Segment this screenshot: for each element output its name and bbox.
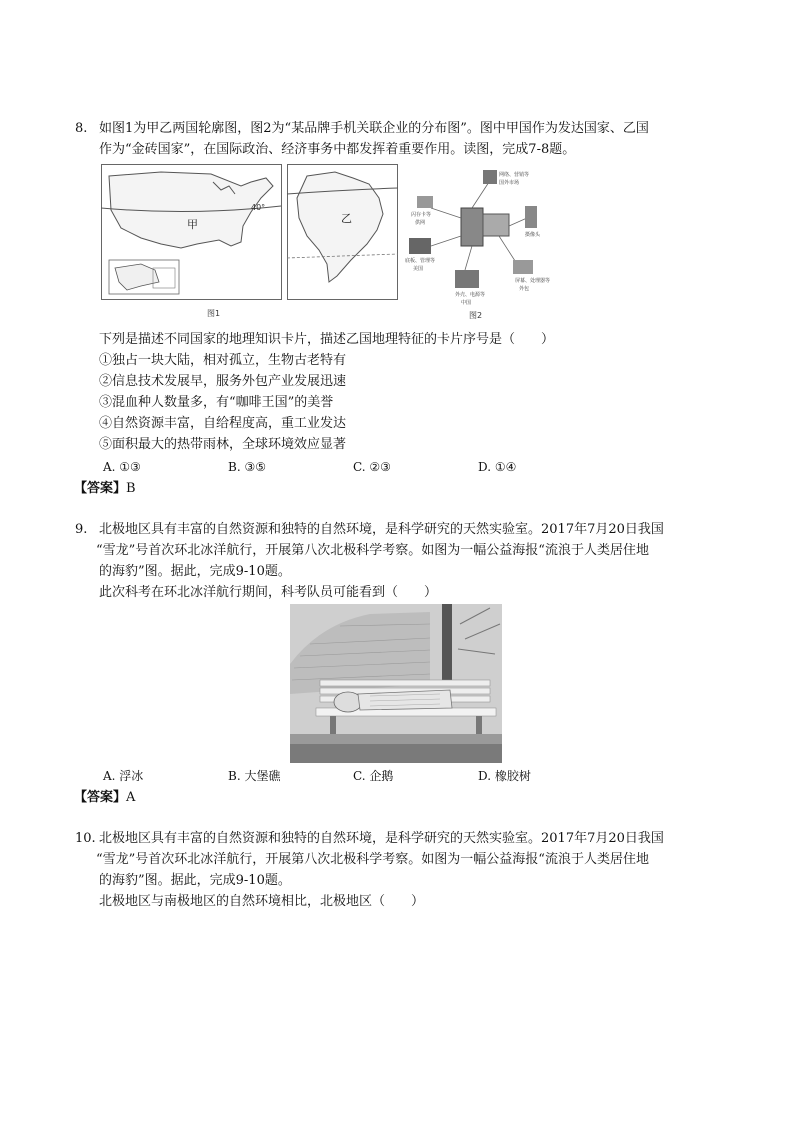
label-yi: 乙	[341, 212, 352, 225]
q9-stem-line-2: “雪龙”号首次环北冰洋航行，开展第八次北极科学考察。如图为一幅公益海报“流浪于人类居住地	[96, 543, 649, 558]
q10-stem-line-3: 的海豹”图。据此，完成9-10题。	[99, 873, 291, 888]
fig2-label-2: 闪存卡等	[411, 212, 432, 218]
q9-option-a: A. 浮冰	[103, 769, 144, 783]
figure-2-diagram	[403, 166, 553, 326]
q8-option-b: B. ③⑤	[228, 460, 266, 474]
fig2-label-1: 国外市场	[499, 180, 520, 186]
q8-stem-line-1: 如图1为甲乙两国轮廓图，图2为“某品牌手机关联企业的分布图”。图中甲国作为发达国家、乙国	[99, 121, 649, 136]
q9-number: 9.	[75, 522, 88, 537]
q8-option-d: D. ①④	[478, 460, 517, 474]
seal-poster-image	[290, 604, 502, 767]
q9-answer-value: A	[126, 790, 136, 805]
q8-item-5: ⑤面积最大的热带雨林，全球环境效应显著	[99, 437, 347, 452]
q8-stem-line-2: 作为“金砖国家”，在国际政治、经济事务中都发挥着重要作用。读图，完成7-8题。	[99, 142, 576, 157]
q10-stem-line-2: “雪龙”号首次环北冰洋航行，开展第八次北极科学考察。如图为一幅公益海报“流浪于人类居住地	[96, 852, 649, 867]
q10-number: 10.	[75, 831, 96, 846]
fig2-label-10: 中国	[461, 300, 472, 306]
q9-stem-line-3: 的海豹”图。据此，完成9-10题。	[99, 564, 291, 579]
q9-option-c: C. 企鹅	[353, 769, 394, 783]
q8-item-1: ①独占一块大陆，相对孤立，生物古老特有	[99, 353, 347, 368]
figure-2-caption: 图2	[469, 311, 483, 320]
q9-answer	[74, 790, 135, 806]
label-jia: 甲	[187, 218, 198, 231]
fig2-label-9: 外壳、电源等	[455, 292, 486, 298]
q8-number: 8.	[75, 121, 88, 136]
q8-answer-label: 【答案】	[74, 481, 127, 496]
q8-option-c: C. ②③	[353, 460, 391, 474]
q8-answer-value: B	[126, 481, 136, 496]
q9-stem-line-1: 北极地区具有丰富的自然资源和独特的自然环境，是科学研究的天然实验室。2017年7月20日我国	[99, 522, 664, 537]
q8-answer	[74, 481, 136, 497]
q10-stem-line-1: 北极地区具有丰富的自然资源和独特的自然环境，是科学研究的天然实验室。2017年7月20日我国	[99, 831, 664, 846]
q8-item-2: ②信息技术发展早，服务外包产业发展迅速	[99, 374, 347, 389]
figure-1-caption: 图1	[207, 309, 221, 318]
q9-option-d: D. 橡胶树	[478, 769, 531, 783]
q8-item-3: ③混血种人数量多，有“咖啡王国”的美誉	[99, 395, 334, 410]
fig2-label-0: 网络、营销等	[499, 172, 530, 178]
latitude-label: 40°	[251, 203, 266, 212]
fig2-label-5: 底板、管理等	[405, 258, 436, 264]
q8-question: 下列是描述不同国家的地理知识卡片，描述乙国地理特征的卡片序号是（ ）	[99, 332, 555, 347]
fig2-label-4: 摄像头	[525, 232, 541, 238]
figure-1-map	[101, 164, 401, 328]
fig2-label-7: 屏幕、处理器等	[515, 278, 551, 284]
fig2-label-8: 外包	[519, 286, 530, 292]
q8-option-a: A. ①③	[103, 460, 141, 474]
q9-answer-label: 【答案】	[74, 790, 127, 805]
q10-question: 北极地区与南极地区的自然环境相比，北极地区（ ）	[99, 894, 425, 909]
fig2-label-6: 美国	[413, 266, 424, 272]
q8-item-4: ④自然资源丰富，自给程度高，重工业发达	[99, 416, 347, 431]
q9-question: 此次科考在环北冰洋航行期间，科考队员可能看到（ ）	[99, 585, 438, 600]
q9-option-b: B. 大堡礁	[228, 769, 281, 783]
fig2-label-3: 供网	[415, 220, 426, 226]
